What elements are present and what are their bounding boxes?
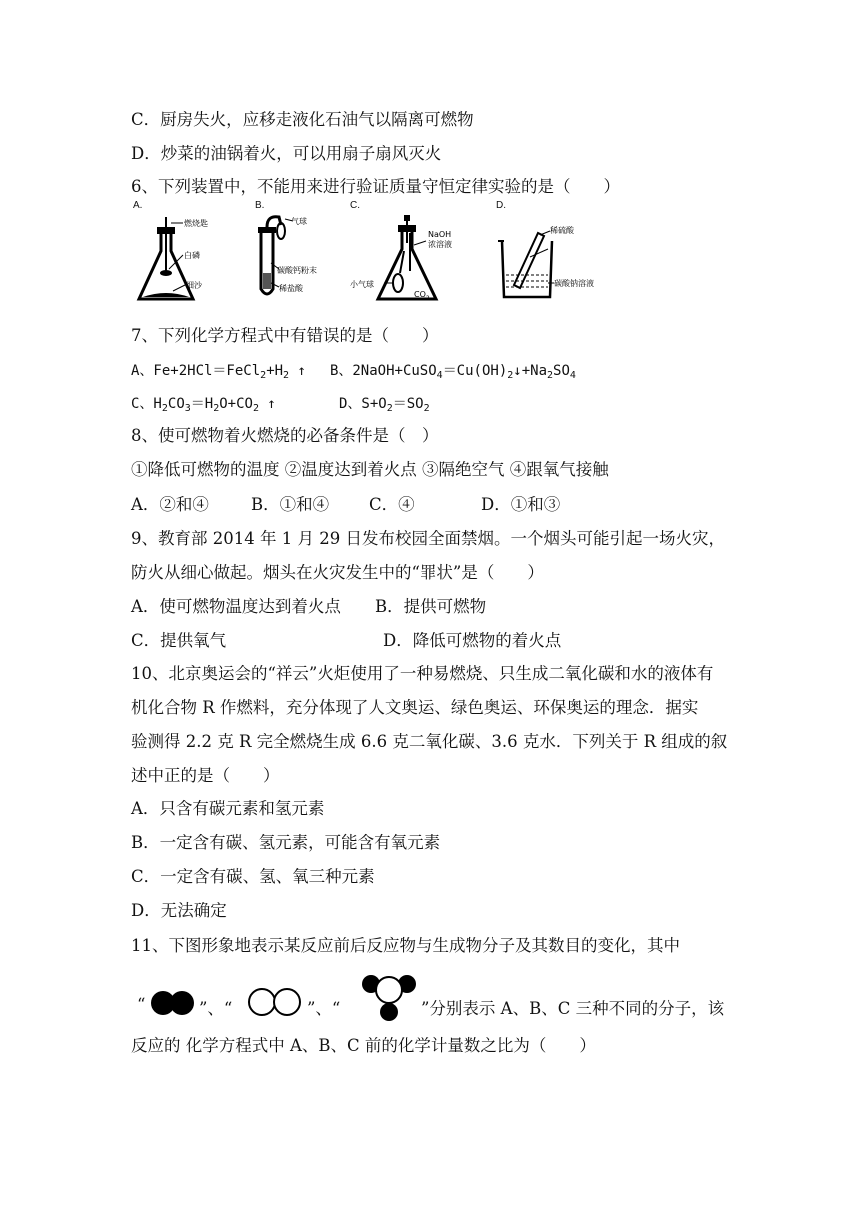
molecule-b-icon	[247, 986, 305, 1018]
label-white-phosphorus: 白磷	[184, 251, 200, 260]
flask-with-phosphorus-diagram	[131, 211, 241, 307]
question-10-option-d: D．无法确定	[131, 901, 227, 920]
apparatus-c	[348, 200, 468, 307]
molecule-c-icon	[361, 970, 417, 1026]
q9-option-d: D．降低可燃物的着火点	[383, 631, 562, 650]
question-10-line-4: 述中正的是（ ）	[131, 766, 280, 785]
q8-option-a: A．②和④	[131, 495, 209, 514]
label-naoh: NaOH	[428, 230, 452, 239]
quote-separator-2: ”、“	[307, 999, 341, 1018]
q8-option-d: D．①和③	[481, 495, 561, 514]
molecule-legend-text: ”分别表示 A、B、C 三种不同的分子，该	[421, 999, 725, 1018]
apparatus-d	[494, 200, 634, 307]
question-11-line-3: 反应的 化学方程式中 A、B、C 前的化学计量数之比为（ ）	[131, 1036, 596, 1055]
apparatus-a-label: A.	[133, 200, 143, 211]
question-7-options-cd	[131, 393, 430, 420]
label-balloon: 气球	[291, 217, 307, 226]
label-calcium-carbonate: 碳酸钙粉末	[277, 266, 317, 275]
test-tube-with-balloon-diagram	[253, 211, 353, 307]
question-6-stem: 6、下列装置中，不能用来进行验证质量守恒定律实验的是（ ）	[131, 177, 620, 196]
question-5-option-c: C．厨房失火，应移走液化石油气以隔离可燃物	[131, 110, 474, 129]
apparatus-b-label: B.	[255, 200, 265, 211]
quote-open: “	[137, 995, 146, 1014]
question-10-option-a: A．只含有碳元素和氢元素	[131, 799, 325, 818]
label-concentrated-solution: 浓溶液	[428, 240, 452, 249]
question-10-line-3: 验测得 2.2 克 R 完全燃烧生成 6.6 克二氧化碳、3.6 克水．下列关于 R 组成的叙	[131, 732, 728, 751]
q8-option-c: C．④	[369, 495, 415, 514]
apparatus-a	[131, 200, 241, 307]
question-10-line-1: 10、北京奥运会的“祥云”火炬使用了一种易燃烧、只生成二氧化碳和水的液体有	[131, 664, 714, 683]
question-8-options	[131, 494, 560, 516]
label-co2: $CO_2$	[414, 290, 430, 302]
label-combustion-spoon: 燃烧匙	[184, 219, 208, 228]
q9-option-c: C．提供氧气	[131, 631, 227, 650]
q7-option-d: D、$S+O_2=SO_2$	[339, 396, 430, 414]
question-10-option-c: C．一定含有碳、氢、氧三种元素	[131, 867, 375, 886]
question-10-line-2: 机化合物 R 作燃料，充分体现了人文奥运、绿色奥运、环保奥运的理念．据实	[131, 698, 699, 717]
question-5-option-d: D．炒菜的油锅着火，可以用扇子扇风灭火	[131, 144, 442, 163]
question-8-items: ①降低可燃物的温度 ②温度达到着火点 ③隔绝空气 ④跟氧气接触	[131, 460, 609, 479]
flask-with-naoh-diagram	[348, 211, 468, 307]
question-9-options-ab	[131, 596, 486, 618]
label-dilute-sulfuric-acid: 稀硫酸	[550, 226, 574, 235]
question-10-option-b: B．一定含有碳、氢元素，可能含有氧元素	[131, 833, 441, 852]
label-sodium-carbonate-solution: 碳酸钠溶液	[554, 279, 594, 288]
question-7-options-ab	[131, 360, 576, 387]
beaker-with-test-tube-diagram	[494, 211, 634, 307]
q7-option-a: A、$Fe+2HCl=FeCl_2+H_2$ ↑	[131, 363, 306, 381]
question-7-stem: 7、下列化学方程式中有错误的是（ ）	[131, 326, 439, 345]
q8-option-b: B．①和④	[251, 495, 330, 514]
q9-option-b: B．提供可燃物	[375, 597, 487, 616]
q9-option-a: A．使可燃物温度达到着火点	[131, 597, 341, 616]
apparatus-d-label: D.	[496, 200, 506, 211]
question-9-line-1: 9、教育部 2014 年 1 月 29 日发布校园全面禁烟。一个烟头可能引起一场火灾，	[131, 529, 725, 548]
label-fine-sand: 细沙	[186, 281, 202, 290]
question-8-stem: 8、使可燃物着火燃烧的必备条件是（ ）	[131, 426, 439, 445]
question-9-options-cd	[131, 630, 561, 652]
label-small-balloon: 小气球	[350, 280, 374, 289]
molecule-a-icon	[149, 988, 197, 1018]
quote-separator-1: ”、“	[199, 999, 233, 1018]
apparatus-c-label: C.	[350, 200, 360, 211]
apparatus-b	[253, 200, 353, 307]
label-dilute-hydrochloric-acid: 稀盐酸	[279, 284, 303, 293]
question-9-line-2: 防火从细心做起。烟头在火灾发生中的“罪状”是（ ）	[131, 563, 544, 582]
q7-option-b: B、$2NaOH+CuSO_4=Cu(OH)_2↓+Na_2SO_4$	[329, 363, 576, 381]
question-11-molecule-legend	[131, 982, 751, 1026]
question-11-line-1: 11、下图形象地表示某反应前后反应物与生成物分子及其数目的变化，其中	[131, 936, 680, 955]
q7-option-c: C、$H_2CO_3=H_2O+CO_2$ ↑	[131, 396, 276, 414]
